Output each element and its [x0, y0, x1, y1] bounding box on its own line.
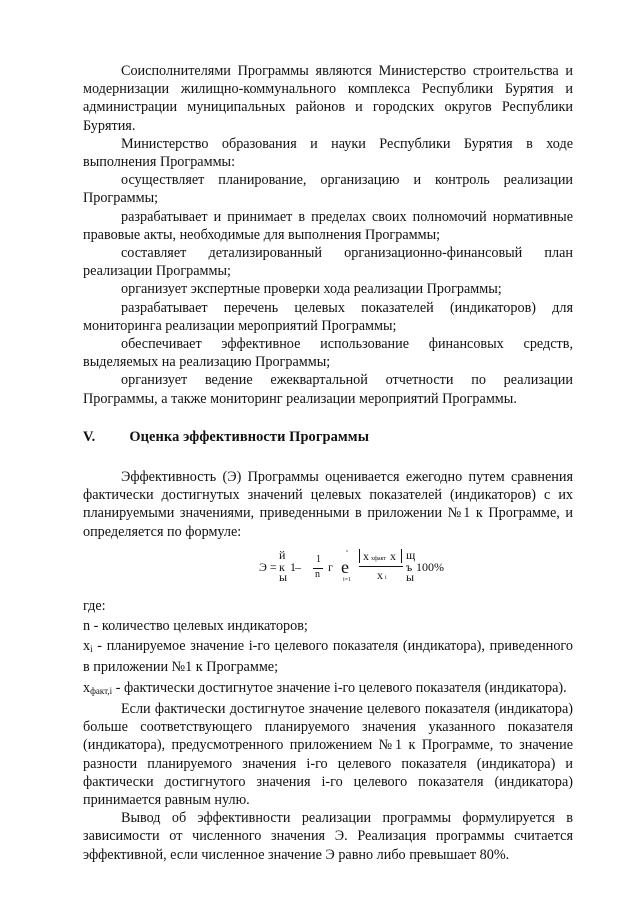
duty-expert-checks: организует экспертные проверки хода реализации Программы;: [121, 281, 502, 298]
paragraph-ministry-duties: Министерство образования и науки Республики Бурятия в ходе выполнения Программы:: [83, 135, 573, 171]
formula-close-mark: ъ: [406, 559, 413, 574]
formula-denominator-sub-i: i: [385, 574, 387, 581]
duty-indicators-list: разрабатывает перечень целевых показателей (индикаторов) для мониторинга реализации мероприятий Программы;: [83, 299, 573, 334]
definition-xi-text: - планируемое значение i-го целевого показателя (индикатора), приведенного в приложении №1 к Программе;: [83, 638, 573, 676]
formula-numerator-x: x: [363, 548, 369, 563]
definition-xfact-text: - фактически достигнутое значение i-го целевого показателя (индикатора).: [112, 679, 567, 696]
formula-bracket-top-right: щ: [406, 547, 416, 562]
formula-bracket-top-left: й: [279, 547, 286, 562]
definition-xfact: [83, 679, 573, 700]
definition-xfact-subscript: факт,i: [90, 685, 113, 696]
formula-one-a: 1: [290, 559, 296, 574]
duty-funds-usage: обеспечивает эффективное использование финансовых средств, выделяемых на реализацию Программы;: [83, 336, 573, 371]
section-title: Оценка эффективности Программы: [129, 428, 370, 445]
formula-bracket-bottom-right: ы: [406, 569, 415, 584]
duty-reporting: организует ведение ежеквартальной отчетности по реализации Программы, а также мониторинг реализации мероприятий Программы.: [83, 372, 573, 407]
document-page: [83, 62, 573, 864]
duty-planning: осуществляет планирование, организацию и контроль реализации Программы;: [83, 172, 573, 207]
efficiency-formula: [83, 541, 573, 587]
definition-n: [83, 617, 573, 635]
where-label: где:: [83, 597, 106, 614]
formula-minus: –: [295, 559, 301, 574]
paragraph-coexecutors: Соисполнителями Программы являются Министерство строительства и модернизации жилищно-коммунального комплекса Республики Бурятия и администрации муниципальных районов и городских округов Республики Бурятия.: [83, 63, 573, 134]
duty-legal-acts: разрабатывает и принимает в пределах своих полномочий нормативные правовые акты, необходимые для выполнения Программы;: [83, 208, 573, 243]
definition-xi: [83, 637, 573, 676]
formula-abs-left-bar: [359, 549, 360, 563]
paragraph-conclusion: Вывод об эффективности реализации программы формулируется в зависимости от численного значения Э. Реализация программы считается эффективной, если численное значение Э равно либо превышает 80%.: [83, 810, 573, 863]
formula-i-eq-1: i=1: [343, 576, 352, 583]
formula-percent: 100%: [416, 559, 444, 574]
formula-abs-right-bar: [401, 549, 402, 563]
definition-n-symbol: n: [83, 618, 91, 635]
formula-numerator-xi: x: [390, 548, 396, 563]
formula-one-b: 1: [316, 553, 321, 565]
formula-fraction-line: [359, 566, 403, 567]
formula-sum: е: [341, 556, 349, 577]
formula-lhs: Э =: [259, 559, 277, 574]
definition-n-text: - количество целевых индикаторов;: [93, 618, 308, 635]
duty-financial-plan: составляет детализированный организационно-финансовый план реализации Программы;: [83, 245, 573, 280]
formula-numerator-x-fact: xфакт: [371, 555, 387, 562]
formula-hook: г: [328, 559, 333, 574]
definition-xi-subscript: i: [90, 644, 93, 655]
definition-xfact-symbol: x: [83, 679, 91, 696]
paragraph-exceed-rule: Если фактически достигнутое значение целевого показателя (индикатора) больше соответствующего планируемого значения указанного показателя (индикатора), предусмотренного приложением №1 к Программе, то значение разности планируемого значения i-го целевого показателя (индикатора) и фактически достигнутого значения i-го целевого показателя (индикатора) принимается равным нулю.: [83, 700, 573, 808]
section-number: V.: [83, 428, 96, 445]
formula-k: к: [279, 559, 285, 574]
formula-n: n: [315, 568, 320, 580]
definition-xi-symbol: x: [83, 638, 91, 655]
section-heading: [83, 428, 573, 446]
formula-denominator-x: x: [377, 567, 383, 582]
formula-bracket-bottom-left: ы: [279, 569, 288, 584]
paragraph-efficiency-intro: Эффективность (Э) Программы оценивается ежегодно путем сравнения фактически достигнутых значений целевых показателей (индикаторов) с их планируемыми значениями, приведенными в приложении №1 к Программе, и определяется по формуле:: [83, 469, 573, 540]
formula-box: ▫: [346, 548, 349, 555]
